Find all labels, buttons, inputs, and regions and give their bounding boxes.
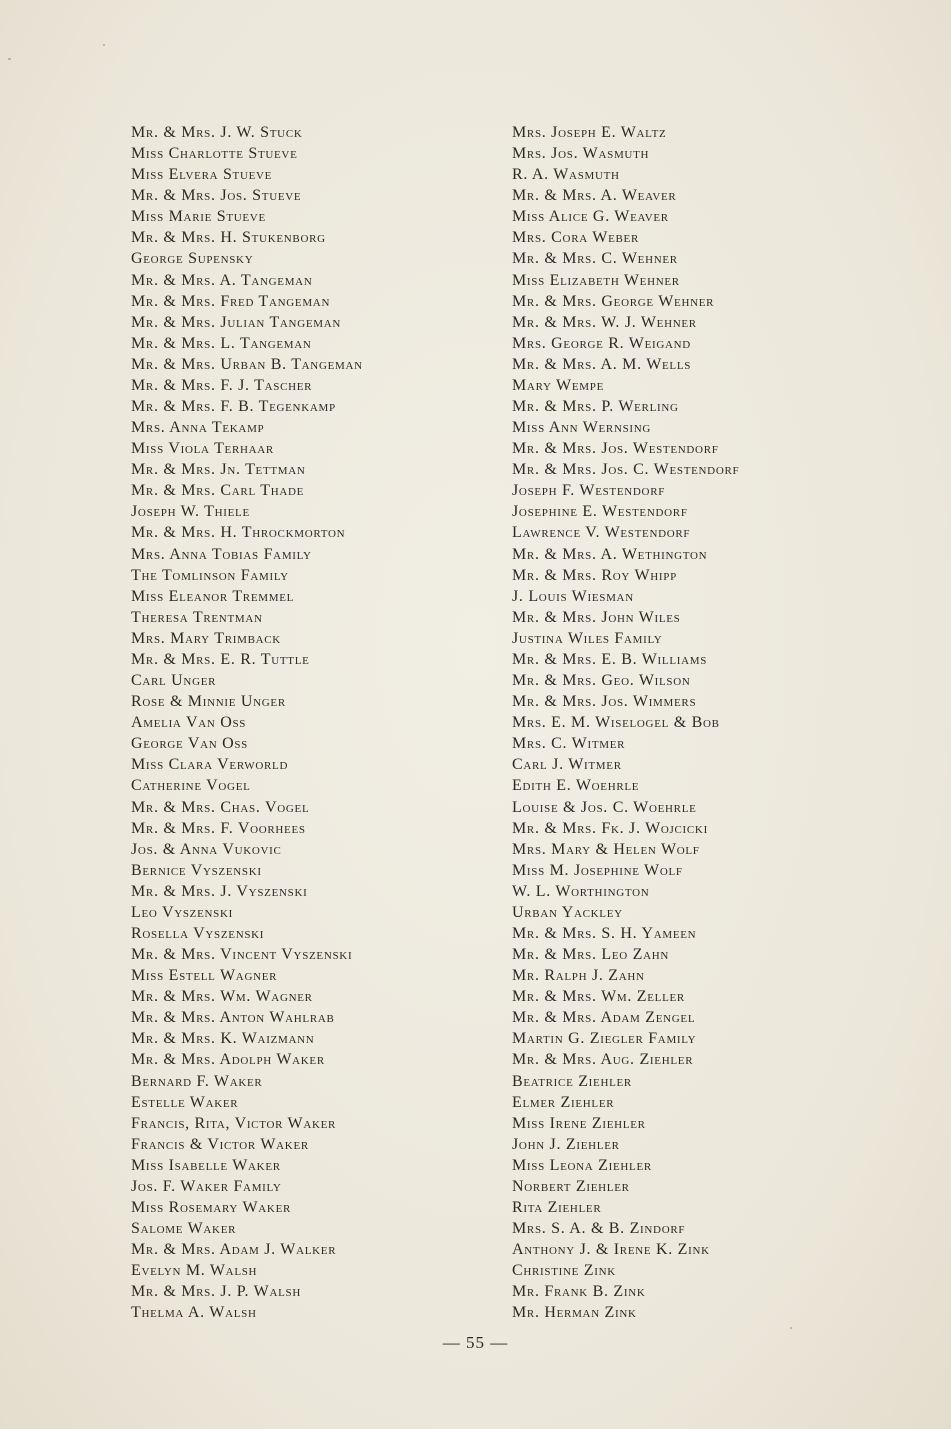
donor-name-entry: Miss Irene Ziehler xyxy=(512,1114,646,1132)
donor-name-entry: Bernard F. Waker xyxy=(131,1072,263,1090)
donor-name-entry: John J. Ziehler xyxy=(512,1135,620,1153)
donor-name-entry: Mrs. Cora Weber xyxy=(512,229,640,247)
donor-name-entry: Mr. & Mrs. A. Weaver xyxy=(512,187,677,205)
donor-name-entry: Edith E. Woehrle xyxy=(512,777,640,795)
donor-name-entry: Miss Isabelle Waker xyxy=(131,1156,281,1174)
donor-name-entry: Mr. & Mrs. H. Throckmorton xyxy=(131,524,346,542)
donor-name-entry: Mr. & Mrs. Carl Thade xyxy=(131,482,305,500)
donor-name-entry: Mrs. Anna Tekamp xyxy=(131,419,265,437)
paper-speck xyxy=(103,44,105,46)
donor-name-entry: Miss Eleanor Tremmel xyxy=(131,587,295,605)
donor-name-entry: Mr. & Mrs. Fk. J. Wojcicki xyxy=(512,819,708,837)
donor-list-right-column xyxy=(512,122,739,1323)
donor-name-entry: Mr. & Mrs. C. Wehner xyxy=(512,250,678,268)
donor-name-entry: Rita Ziehler xyxy=(512,1198,602,1216)
donor-name-entry: Mr. & Mrs. E. B. Williams xyxy=(512,650,708,668)
donor-name-entry: R. A. Wasmuth xyxy=(512,166,620,184)
donor-name-entry: Miss Leona Ziehler xyxy=(512,1156,652,1174)
donor-name-entry: Thelma A. Walsh xyxy=(131,1304,257,1322)
donor-name-entry: Mrs. Joseph E. Waltz xyxy=(512,124,667,141)
donor-name-entry: Mrs. Anna Tobias Family xyxy=(131,545,312,563)
donor-name-entry: J. Louis Wiesman xyxy=(512,587,634,605)
donor-name-entry: Mr. & Mrs. Jos. Westendorf xyxy=(512,440,719,458)
donor-name-entry: Justina Wiles Family xyxy=(512,629,663,647)
donor-name-entry: Mrs. C. Witmer xyxy=(512,735,626,753)
donor-name-entry: Miss Clara Verworld xyxy=(131,756,289,774)
donor-name-entry: Miss Viola Terhaar xyxy=(131,440,274,458)
donor-name-entry: Mr. & Mrs. John Wiles xyxy=(512,608,681,626)
donor-name-entry: Mr. & Mrs. F. B. Tegenkamp xyxy=(131,398,336,416)
donor-name-entry: Mr. & Mrs. Adam Zengel xyxy=(512,1009,696,1027)
donor-name-entry: Lawrence V. Westendorf xyxy=(512,524,691,542)
paper-speck xyxy=(790,1327,792,1329)
donor-name-entry: Mrs. E. M. Wiselogel & Bob xyxy=(512,714,720,732)
donor-name-entry: Mr. & Mrs. Anton Wahlrab xyxy=(131,1009,335,1027)
donor-name-entry: Mr. & Mrs. Urban B. Tangeman xyxy=(131,355,363,373)
donor-name-entry: Mr. & Mrs. F. J. Tascher xyxy=(131,376,313,394)
donor-name-entry: Christine Zink xyxy=(512,1262,616,1280)
donor-name-entry: Mrs. George R. Weigand xyxy=(512,334,691,352)
donor-name-entry: Carl Unger xyxy=(131,672,217,690)
donor-name-entry: Mr. & Mrs. Adam J. Walker xyxy=(131,1241,337,1259)
donor-name-entry: Mr. & Mrs. Wm. Wagner xyxy=(131,988,313,1006)
donor-name-entry: George Van Oss xyxy=(131,735,248,753)
donor-name-entry: Mrs. S. A. & B. Zindorf xyxy=(512,1220,686,1238)
donor-name-entry: Anthony J. & Irene K. Zink xyxy=(512,1241,710,1259)
donor-name-entry: Amelia Van Oss xyxy=(131,714,247,732)
donor-name-entry: Mr. & Mrs. Leo Zahn xyxy=(512,946,670,964)
donor-name-entry: Mr. & Mrs. Jos. C. Westendorf xyxy=(512,461,740,479)
donor-name-entry: Mr. & Mrs. Chas. Vogel xyxy=(131,798,310,816)
donor-name-entry: Miss Estell Wagner xyxy=(131,967,278,985)
donor-name-entry: Francis, Rita, Victor Waker xyxy=(131,1114,337,1132)
donor-name-entry: Leo Vyszenski xyxy=(131,903,233,921)
donor-name-entry: Mr. & Mrs. Roy Whipp xyxy=(512,566,677,584)
donor-name-entry: Catherine Vogel xyxy=(131,777,251,795)
donor-name-entry: Josephine E. Westendorf xyxy=(512,503,688,521)
donor-name-entry: Mr. & Mrs. J. P. Walsh xyxy=(131,1283,301,1301)
donor-name-entry: Miss Rosemary Waker xyxy=(131,1198,292,1216)
donor-list-left-column xyxy=(131,122,363,1323)
donor-name-entry: Louise & Jos. C. Woehrle xyxy=(512,798,697,816)
donor-name-entry: Mr. & Mrs. A. M. Wells xyxy=(512,355,692,373)
donor-name-entry: Theresa Trentman xyxy=(131,608,263,626)
paper-speck xyxy=(8,58,11,60)
donor-name-entry: Mr. & Mrs. P. Werling xyxy=(512,398,679,416)
donor-name-entry: Joseph W. Thiele xyxy=(131,503,250,521)
donor-name-entry: Jos. & Anna Vukovic xyxy=(131,840,282,858)
donor-name-entry: Mrs. Mary Trimback xyxy=(131,629,281,647)
donor-name-entry: Mr. & Mrs. Jos. Wimmers xyxy=(512,693,697,711)
donor-name-entry: Mr. & Mrs. S. H. Yameen xyxy=(512,924,697,942)
donor-name-entry: Mr. & Mrs. Fred Tangeman xyxy=(131,292,331,310)
donor-name-entry: Mr. & Mrs. Adolph Waker xyxy=(131,1051,325,1069)
donor-name-entry: Mary Wempe xyxy=(512,376,604,394)
donor-name-entry: Urban Yackley xyxy=(512,903,623,921)
donor-name-entry: Miss Marie Stueve xyxy=(131,208,266,226)
donor-name-entry: Beatrice Ziehler xyxy=(512,1072,632,1090)
donor-name-entry: Rose & Minnie Unger xyxy=(131,693,286,711)
donor-name-entry: Mr. & Mrs. Vincent Vyszenski xyxy=(131,946,353,964)
donor-name-entry: Mr. & Mrs. A. Tangeman xyxy=(131,271,313,289)
donor-name-entry: Miss Charlotte Stueve xyxy=(131,145,298,163)
donor-name-entry: Mr. & Mrs. George Wehner xyxy=(512,292,715,310)
donor-name-entry: Carl J. Witmer xyxy=(512,756,622,774)
donor-name-entry: Mr. & Mrs. E. R. Tuttle xyxy=(131,650,310,668)
donor-name-entry: Jos. F. Waker Family xyxy=(131,1177,282,1195)
donor-name-entry: Mr. & Mrs. F. Voorhees xyxy=(131,819,306,837)
donor-name-entry: Mrs. Jos. Wasmuth xyxy=(512,145,650,163)
donor-name-entry: Mr. & Mrs. J. Vyszenski xyxy=(131,882,308,900)
donor-name-entry: Mr. & Mrs. Jn. Tettman xyxy=(131,461,306,479)
donor-name-entry: Joseph F. Westendorf xyxy=(512,482,666,500)
donor-name-entry: Salome Waker xyxy=(131,1220,237,1238)
donor-name-entry: The Tomlinson Family xyxy=(131,566,289,584)
donor-name-entry: Miss Elizabeth Wehner xyxy=(512,271,680,289)
donor-name-entry: Mr. & Mrs. Aug. Ziehler xyxy=(512,1051,694,1069)
donor-name-entry: Elmer Ziehler xyxy=(512,1093,615,1111)
donor-name-entry: Evelyn M. Walsh xyxy=(131,1262,258,1280)
donor-name-entry: George Supensky xyxy=(131,250,254,268)
donor-name-entry: Mr. & Mrs. Geo. Wilson xyxy=(512,672,691,690)
donor-name-entry: Mr. & Mrs. J. W. Stuck xyxy=(131,124,303,141)
donor-name-entry: Bernice Vyszenski xyxy=(131,861,262,879)
donor-name-entry: Mr. & Mrs. Jos. Stueve xyxy=(131,187,302,205)
donor-name-entry: Mr. & Mrs. W. J. Wehner xyxy=(512,313,697,331)
donor-name-entry: Mrs. Mary & Helen Wolf xyxy=(512,840,700,858)
donor-name-entry: Mr. Frank B. Zink xyxy=(512,1283,646,1301)
donor-name-entry: Mr. & Mrs. L. Tangeman xyxy=(131,334,312,352)
donor-name-entry: Martin G. Ziegler Family xyxy=(512,1030,697,1048)
donor-name-entry: Miss Alice G. Weaver xyxy=(512,208,669,226)
donor-name-entry: Estelle Waker xyxy=(131,1093,239,1111)
donor-name-entry: Mr. Ralph J. Zahn xyxy=(512,967,645,985)
donor-name-entry: Mr. & Mrs. K. Waizmann xyxy=(131,1030,315,1048)
donor-name-entry: W. L. Worthington xyxy=(512,882,650,900)
donor-name-entry: Francis & Victor Waker xyxy=(131,1135,309,1153)
donor-name-entry: Miss Ann Wernsing xyxy=(512,419,652,437)
donor-name-entry: Miss M. Josephine Wolf xyxy=(512,861,683,879)
donor-name-entry: Miss Elvera Stueve xyxy=(131,166,273,184)
donor-name-entry: Mr. & Mrs. A. Wethington xyxy=(512,545,708,563)
donor-name-entry: Rosella Vyszenski xyxy=(131,924,265,942)
page-number: — 55 — xyxy=(442,1333,509,1352)
donor-name-entry: Mr. & Mrs. H. Stukenborg xyxy=(131,229,326,247)
donor-name-entry: Norbert Ziehler xyxy=(512,1177,630,1195)
donor-name-entry: Mr. & Mrs. Wm. Zeller xyxy=(512,988,685,1006)
donor-name-entry: Mr. Herman Zink xyxy=(512,1304,637,1322)
donor-name-entry: Mr. & Mrs. Julian Tangeman xyxy=(131,313,342,331)
